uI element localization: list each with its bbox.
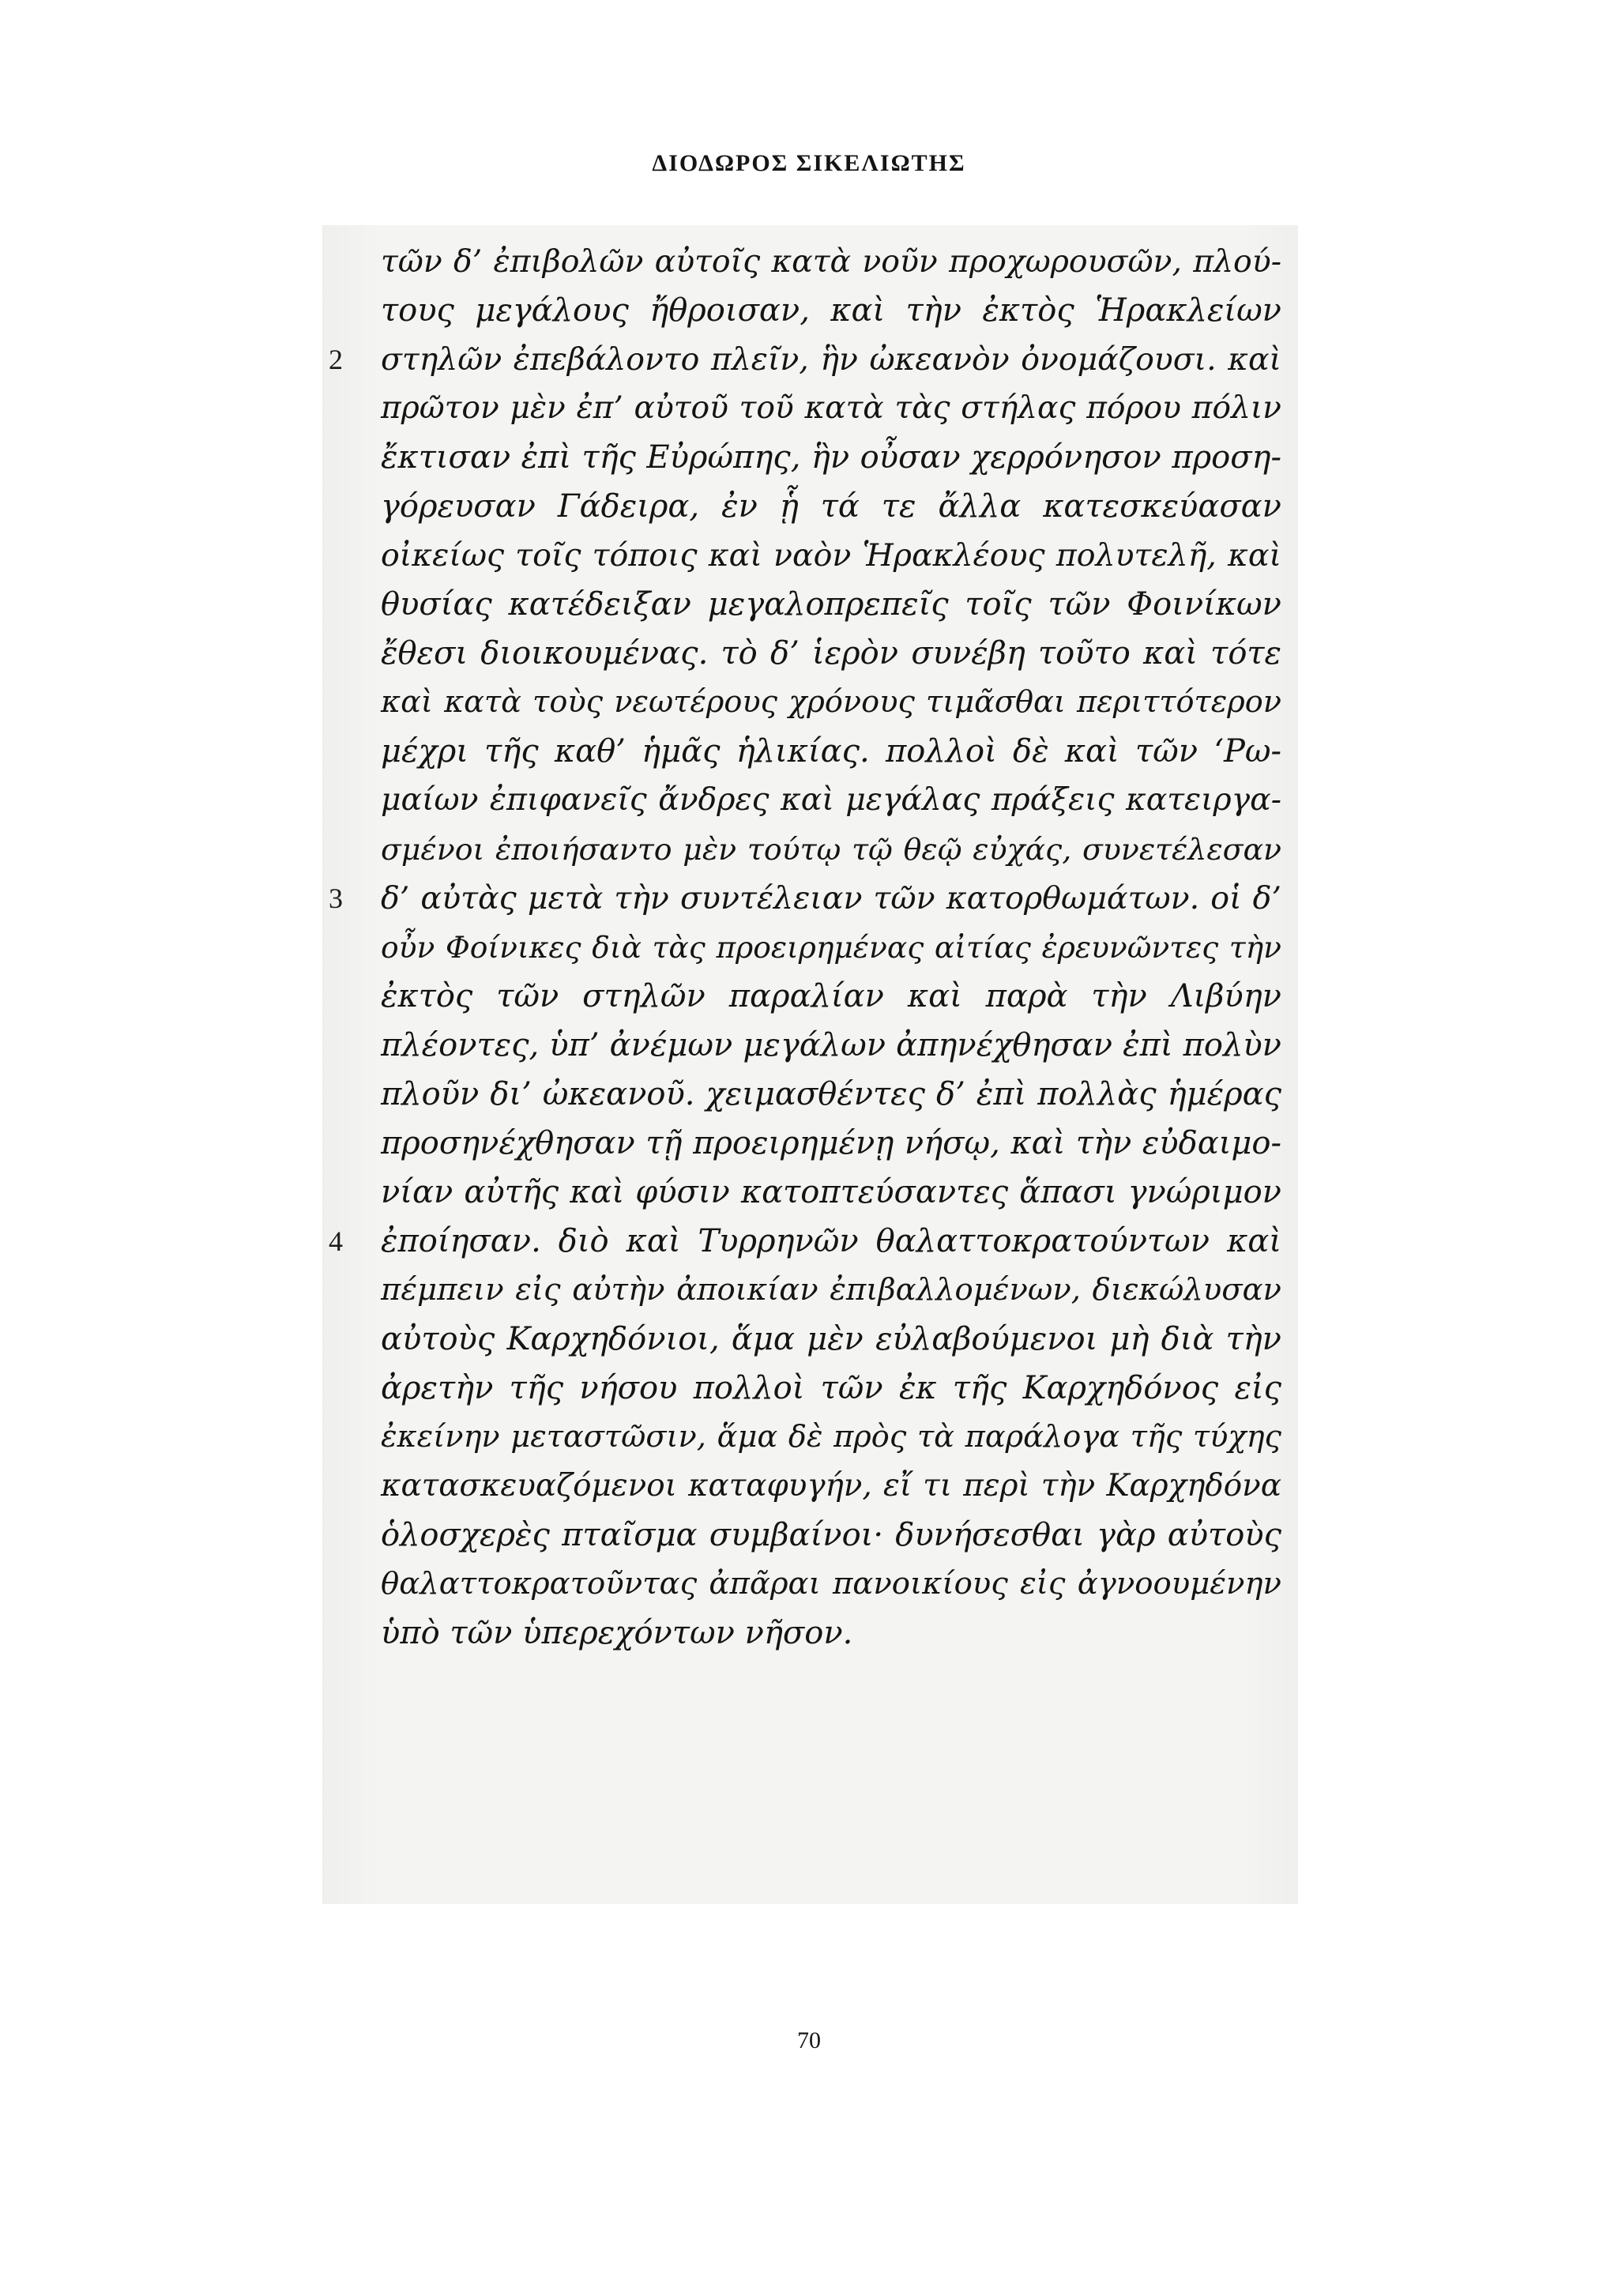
line-text: ἐκείνην μεταστῶσιν, ἅμα δὲ πρὸς τὰ παράλογα τῆς τύχης — [381, 1419, 1281, 1455]
text-line — [381, 972, 1281, 1021]
text-line — [381, 580, 1281, 629]
text-line — [329, 335, 1281, 384]
line-text: τῶν δ’ ἐπιβολῶν αὐτοῖς κατὰ νοῦν προχωρουσῶν, πλού- — [381, 243, 1281, 280]
text-line — [381, 237, 1281, 286]
line-text: πλοῦν δι’ ὠκεανοῦ. χειμασθέντες δ’ ἐπὶ πολλὰς ἡμέρας — [381, 1076, 1281, 1112]
text-line — [381, 1609, 1281, 1658]
line-text: πέμπειν εἰς αὐτὴν ἀποικίαν ἐπιβαλλομένων, διεκώλυσαν — [381, 1272, 1281, 1308]
text-line — [381, 923, 1281, 972]
text-line — [381, 1266, 1281, 1315]
line-text: γόρευσαν Γάδειρα, ἐν ᾗ τά τε ἄλλα κατεσκεύασαν — [381, 488, 1281, 525]
line-text: θυσίας κατέδειξαν μεγαλοπρεπεῖς τοῖς τῶν Φοινίκων — [381, 586, 1281, 623]
line-text: ἀρετὴν τῆς νήσου πολλοὶ τῶν ἐκ τῆς Καρχηδόνος εἰς — [381, 1370, 1281, 1406]
line-text: στηλῶν ἐπεβάλοντο πλεῖν, ἣν ὠκεανὸν ὀνομάζουσι. καὶ — [381, 341, 1281, 378]
line-text: ἐκτὸς τῶν στηλῶν παραλίαν καὶ παρὰ τὴν Λιβύην — [381, 978, 1281, 1014]
text-line — [381, 727, 1281, 776]
line-text: ἔθεσι διοικουμένας. τὸ δ’ ἱερὸν συνέβη τοῦτο καὶ τότε — [381, 635, 1281, 672]
text-line — [381, 1070, 1281, 1119]
text-line — [381, 1560, 1281, 1609]
section-number: 3 — [329, 883, 343, 914]
text-line — [381, 1119, 1281, 1168]
line-text: νίαν αὐτῆς καὶ φύσιν κατοπτεύσαντες ἅπασι γνώριμον — [381, 1174, 1281, 1210]
text-line — [381, 1462, 1281, 1511]
page-number: 70 — [797, 2027, 821, 2053]
text-line — [381, 1168, 1281, 1217]
text-line — [381, 1364, 1281, 1413]
text-line — [381, 629, 1281, 678]
greek-text-block — [329, 237, 1281, 1658]
line-text: καὶ κατὰ τοὺς νεωτέρους χρόνους τιμᾶσθαι περιττότερον — [381, 684, 1281, 720]
line-text: μαίων ἐπιφανεῖς ἄνδρες καὶ μεγάλας πράξεις κατειργα- — [381, 782, 1281, 818]
line-text: ἔκτισαν ἐπὶ τῆς Εὐρώπης, ἣν οὖσαν χερρόνησον προση- — [381, 439, 1281, 476]
text-line — [381, 1021, 1281, 1070]
text-line — [381, 286, 1281, 335]
line-text: θαλαττοκρατοῦντας ἀπᾶραι πανοικίους εἰς ἀγνοουμένην — [381, 1566, 1281, 1602]
running-header: ΔΙΟΔΩΡΟΣ ΣΙΚΕΛΙΩΤΗΣ — [652, 150, 966, 176]
line-text: κατασκευαζόμενοι καταφυγήν, εἴ τι περὶ τὴν Καρχηδόνα — [381, 1468, 1281, 1504]
text-line — [381, 482, 1281, 531]
line-text: δ’ αὐτὰς μετὰ τὴν συντέλειαν τῶν κατορθωμάτων. οἱ δ’ — [381, 880, 1281, 917]
text-line — [381, 776, 1281, 825]
line-text: πλέοντες, ὑπ’ ἀνέμων μεγάλων ἀπηνέχθησαν ἐπὶ πολὺν — [381, 1027, 1281, 1063]
text-line — [329, 1217, 1281, 1266]
section-number: 2 — [329, 344, 343, 375]
line-text: οὖν Φοίνικες διὰ τὰς προειρημένας αἰτίας ἐρευνῶντες τὴν — [381, 930, 1281, 965]
text-line — [329, 874, 1281, 923]
text-line — [381, 1511, 1281, 1560]
line-text: αὐτοὺς Καρχηδόνιοι, ἅμα μὲν εὐλαβούμενοι μὴ διὰ τὴν — [381, 1321, 1281, 1357]
text-line — [381, 433, 1281, 482]
line-text: ὑπὸ τῶν ὑπερεχόντων νῆσον. — [381, 1615, 853, 1651]
text-line — [381, 531, 1281, 580]
text-line — [381, 825, 1281, 874]
line-text: ὁλοσχερὲς πταῖσμα συμβαίνοι· δυνήσεσθαι γὰρ αὐτοὺς — [381, 1517, 1281, 1553]
text-line — [381, 1315, 1281, 1364]
text-line — [381, 678, 1281, 727]
section-number: 4 — [329, 1225, 343, 1257]
text-line — [381, 384, 1281, 433]
line-text: μέχρι τῆς καθ’ ἡμᾶς ἡλικίας. πολλοὶ δὲ καὶ τῶν ‘Ρω- — [381, 733, 1281, 770]
line-text: προσηνέχθησαν τῇ προειρημένῃ νήσῳ, καὶ τὴν εὐδαιμο- — [381, 1125, 1281, 1161]
line-text: πρῶτον μὲν ἐπ’ αὐτοῦ τοῦ κατὰ τὰς στήλας πόρου πόλιν — [381, 390, 1281, 426]
line-text: σμένοι ἐποιήσαντο μὲν τούτῳ τῷ θεῷ εὐχάς, συνετέλεσαν — [381, 832, 1281, 867]
line-text: οἰκείως τοῖς τόποις καὶ ναὸν Ἡρακλέους πολυτελῆ, καὶ — [381, 537, 1281, 574]
text-line — [381, 1413, 1281, 1462]
line-text: ἐποίησαν. διὸ καὶ Τυρρηνῶν θαλαττοκρατούντων καὶ — [381, 1223, 1281, 1259]
line-text: τους μεγάλους ἤθροισαν, καὶ τὴν ἐκτὸς Ἡρακλείων — [381, 292, 1281, 329]
